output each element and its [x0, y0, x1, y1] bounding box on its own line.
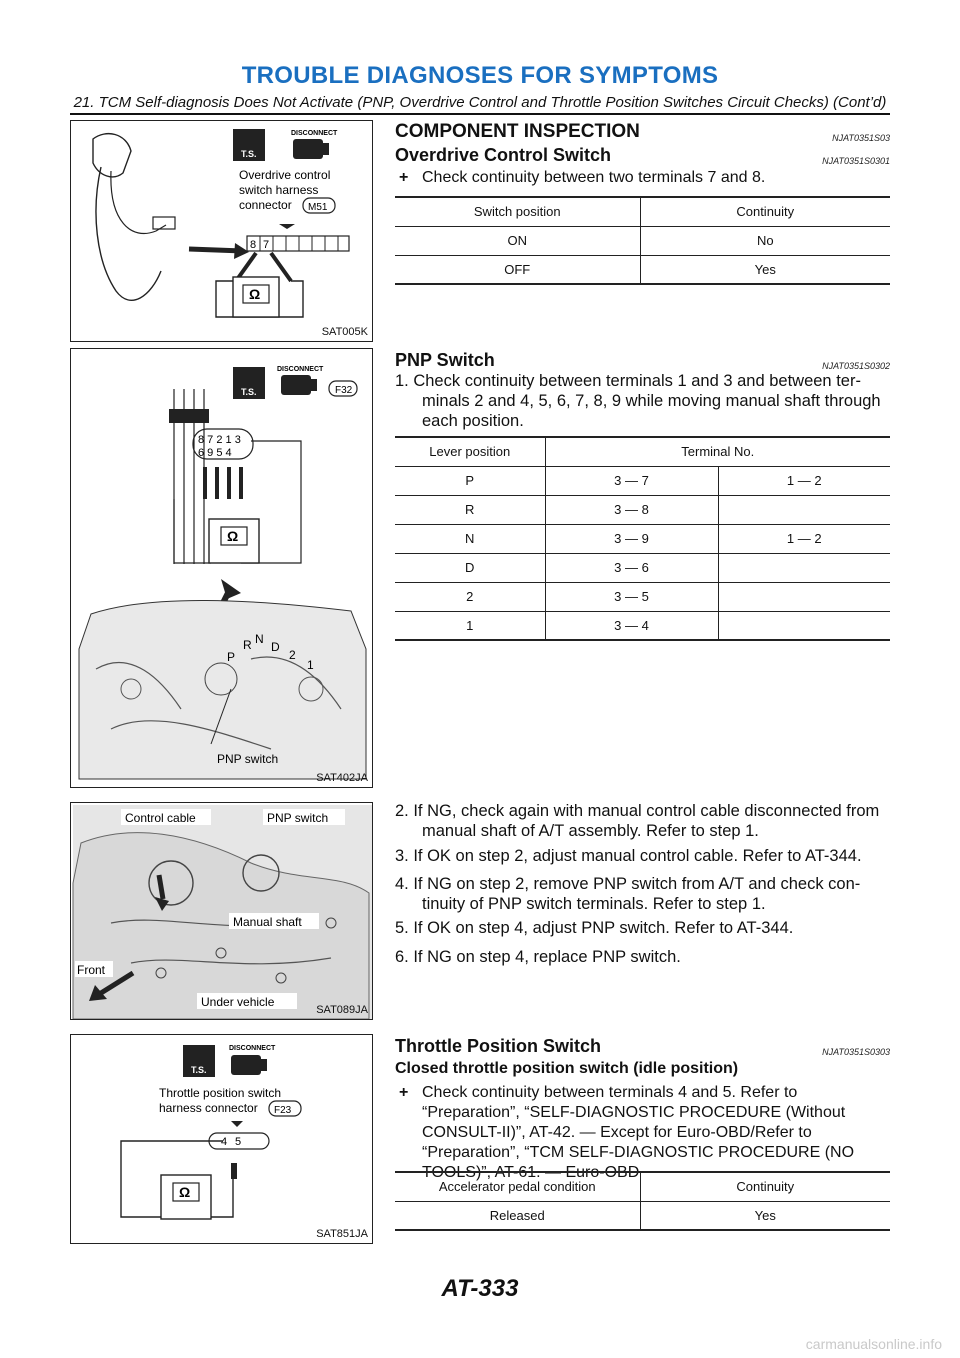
pin-8: 8 [250, 239, 257, 251]
table-header: Switch position [395, 197, 640, 226]
figure-code: SAT851JA [316, 1228, 368, 1240]
pos-2: 2 [289, 648, 296, 662]
table-row [395, 524, 890, 553]
pin-5: 5 [235, 1136, 242, 1148]
table-cell: 3 — 4 [545, 611, 718, 640]
fig1-label-3: connector [239, 198, 292, 212]
pnp-switch-label: PNP switch [267, 811, 329, 825]
fig1-label-1: Overdrive control [239, 168, 331, 182]
pnp-ref: NJAT0351S0302 [822, 361, 890, 371]
manual-shaft-label: Manual shaft [233, 915, 302, 929]
figure-code: SAT402JA [316, 772, 368, 784]
overdrive-heading: Overdrive Control Switch [395, 145, 612, 165]
pnp-switch-label: PNP switch [217, 752, 279, 766]
table-cell: R [395, 495, 545, 524]
ts-label: T.S. [241, 387, 257, 397]
table-header-row [395, 1172, 890, 1201]
table-header: Lever position [395, 437, 545, 466]
pin-7: 7 [263, 239, 270, 251]
pnp-step-3: 3. If OK on step 2, adjust manual control cable. Refer to AT-344. [395, 847, 862, 865]
connector-f32: F32 [335, 385, 353, 396]
figure-code: SAT089JA [316, 1004, 368, 1016]
pnp-step-2: 2. If NG, check again with manual control cable disconnected from manual shaft of A/T assembly. Refer to step 1. [395, 802, 880, 840]
throttle-continuity-table [395, 1171, 890, 1231]
pnp-terminal-table [395, 436, 890, 641]
pin-row-1: 8 7 2 1 3 [198, 434, 241, 446]
table-row [395, 553, 890, 582]
ts-label: T.S. [241, 149, 257, 159]
table-cell [718, 611, 890, 640]
pin-4: 4 [221, 1136, 228, 1148]
table-cell: Yes [640, 255, 890, 284]
pnp-step-6: 6. If NG on step 4, replace PNP switch. [395, 948, 681, 966]
pos-p: P [227, 650, 236, 664]
throttle-heading: Throttle Position Switch [395, 1036, 601, 1056]
pos-r: R [243, 638, 252, 652]
pnp-step-4: 4. If NG on step 2, remove PNP switch from A/T and check con-tinuity of PNP switch terminals. Refer to step 1. [395, 875, 861, 913]
table-cell: Released [395, 1201, 640, 1230]
disconnect-label: DISCONNECT [229, 1045, 276, 1052]
table-cell: 1 [395, 611, 545, 640]
table-cell: No [640, 226, 890, 255]
table-header: Continuity [640, 197, 890, 226]
component-inspection-ref: NJAT0351S03 [832, 133, 890, 143]
table-cell: P [395, 466, 545, 495]
table-cell: 3 — 6 [545, 553, 718, 582]
table-row [395, 255, 890, 284]
disconnect-label: DISCONNECT [291, 130, 338, 137]
table-row [395, 226, 890, 255]
table-cell: 3 — 5 [545, 582, 718, 611]
overdrive-continuity-table [395, 196, 890, 285]
pos-n: N [255, 632, 264, 646]
pos-1: 1 [307, 658, 314, 672]
figure-overdrive-switch [70, 120, 373, 342]
pnp-diagram [71, 349, 373, 788]
fig1-label-2: switch harness [239, 183, 319, 197]
table-header: Terminal No. [545, 437, 890, 466]
fig4-label-1: Throttle position switch [159, 1086, 282, 1100]
fig4-label-2: harness connector [159, 1101, 258, 1115]
pin-row-2: 6 9 5 4 [198, 447, 232, 459]
throttle-ref: NJAT0351S0303 [822, 1047, 890, 1057]
table-cell [718, 553, 890, 582]
connector-m51: M51 [308, 202, 328, 213]
ohmmeter-symbol: Ω [249, 286, 261, 302]
figure-manual-shaft [70, 802, 373, 1020]
table-cell: 3 — 7 [545, 466, 718, 495]
table-cell: N [395, 524, 545, 553]
table-cell: 3 — 8 [545, 495, 718, 524]
table-cell: 2 [395, 582, 545, 611]
table-header-row [395, 437, 890, 466]
table-header-row [395, 197, 890, 226]
table-cell: ON [395, 226, 640, 255]
pos-d: D [271, 640, 280, 654]
disconnect-label: DISCONNECT [277, 366, 324, 373]
table-row [395, 611, 890, 640]
front-label: Front [77, 963, 106, 977]
throttle-subheading: Closed throttle position switch (idle position) [395, 1060, 739, 1077]
table-row [395, 466, 890, 495]
pnp-heading: PNP Switch [395, 350, 495, 370]
ohmmeter-symbol: Ω [179, 1184, 191, 1200]
throttle-check-bullet: + Check continuity between terminals 4 and 5. Refer to “Preparation”, “SELF-DIAGNOSTIC PROCEDURE (Without CONSULT-II)”, AT-42. — Except for Euro-OBD/Refer to “Preparation”, “TCM SELF-DIAGNOSTIC PROCEDURE (NO TOOLS)”, AT-61. — Euro-OBD [395, 1083, 890, 1183]
table-header: Continuity [640, 1172, 890, 1201]
throttle-diagram [71, 1035, 373, 1244]
figure-code: SAT005K [321, 326, 368, 338]
overdrive-check-bullet: + Check continuity between two terminals 7 and 8. [395, 168, 890, 188]
overdrive-ref: NJAT0351S0301 [822, 156, 890, 166]
table-cell: 3 — 9 [545, 524, 718, 553]
connector-f23: F23 [274, 1105, 292, 1116]
table-cell: 1 — 2 [718, 524, 890, 553]
manual-shaft-diagram [71, 803, 373, 1020]
component-inspection-heading: COMPONENT INSPECTION [395, 121, 640, 142]
pnp-step-5: 5. If OK on step 4, adjust PNP switch. Refer to AT-344. [395, 919, 794, 937]
page-title: TROUBLE DIAGNOSES FOR SYMPTOMS [241, 62, 719, 89]
watermark: carmanualsonline.info [805, 1336, 942, 1352]
table-row [395, 582, 890, 611]
table-cell [718, 582, 890, 611]
figure-pnp-switch [70, 348, 373, 788]
table-row [395, 495, 890, 524]
page-subtitle: 21. TCM Self-diagnosis Does Not Activate (PNP, Overdrive Control and Throttle Position Switches Circuit Checks) (Cont’d) [73, 94, 887, 111]
figure-throttle-switch [70, 1034, 373, 1244]
pnp-step-1: 1. Check continuity between terminals 1 and 3 and between ter-minals 2 and 4, 5, 6, 7, 8, 9 while moving manual shaft through each position. [395, 372, 881, 430]
table-cell: Yes [640, 1201, 890, 1230]
header-rule [70, 113, 890, 115]
ohmmeter-symbol: Ω [227, 528, 239, 544]
ts-label: T.S. [191, 1065, 207, 1075]
under-vehicle-label: Under vehicle [201, 995, 275, 1009]
table-cell: OFF [395, 255, 640, 284]
control-cable-label: Control cable [125, 811, 196, 825]
page-number: AT-333 [441, 1275, 519, 1302]
table-header: Accelerator pedal condition [395, 1172, 640, 1201]
table-cell: D [395, 553, 545, 582]
overdrive-diagram [71, 121, 373, 342]
table-cell: 1 — 2 [718, 466, 890, 495]
table-row [395, 1201, 890, 1230]
table-cell [718, 495, 890, 524]
